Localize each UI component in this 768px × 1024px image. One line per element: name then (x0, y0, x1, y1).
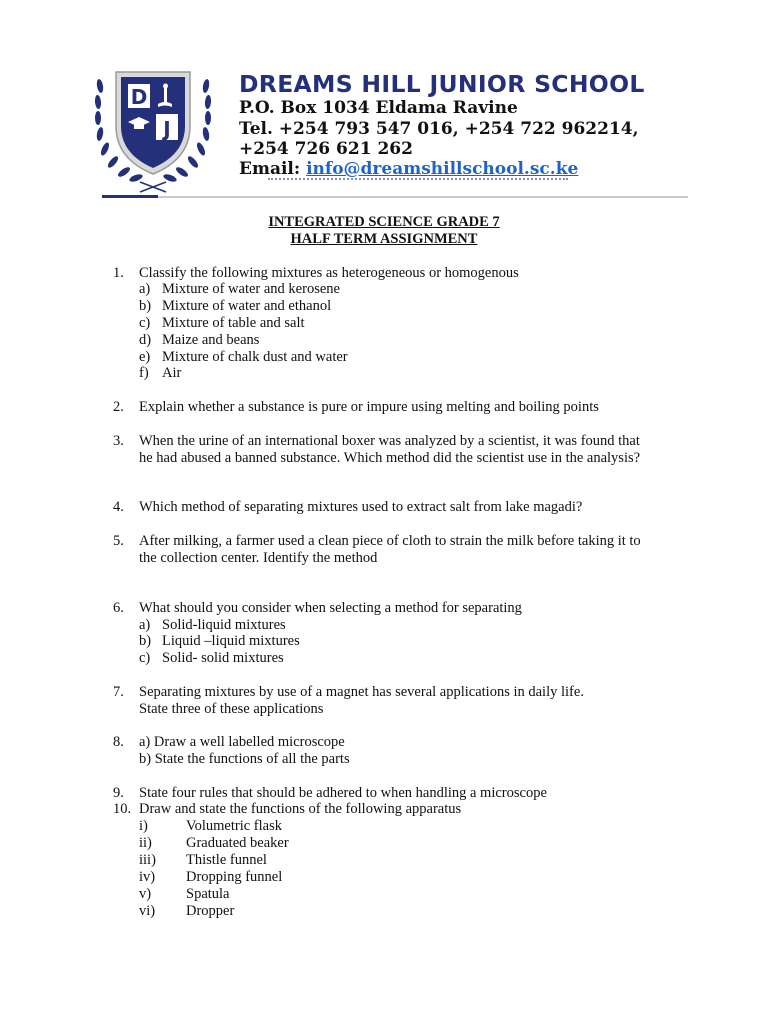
item-label: a) (139, 617, 151, 633)
item-text: Maize and beans (162, 332, 260, 348)
question-number: 2. (113, 399, 124, 415)
question-text: Draw and state the functions of the following apparatus (139, 801, 462, 817)
item-label: d) (139, 332, 152, 348)
email-link[interactable]: info@dreamshillschool.sc.ke (306, 159, 579, 179)
school-name: DREAMS HILL JUNIOR SCHOOL (239, 70, 645, 98)
question-number: 3. (113, 433, 124, 449)
question-number: 7. (113, 684, 124, 700)
header-decoration (268, 178, 568, 186)
item-label: ii) (139, 835, 152, 851)
question-text: After milking, a farmer used a clean piece of cloth to strain the milk before taking it to (139, 533, 641, 549)
question-text: Classify the following mixtures as heterogeneous or homogenous (139, 265, 519, 281)
logo-letter-d: D (130, 85, 148, 109)
question-number: 9. (113, 785, 124, 801)
question-number: 5. (113, 533, 124, 549)
question-text: the collection center. Identify the method (139, 550, 378, 566)
header-divider-accent (102, 195, 158, 198)
document-subtitle: HALF TERM ASSIGNMENT (290, 231, 478, 247)
item-text: Spatula (186, 886, 230, 902)
item-text: Dropper (186, 903, 235, 919)
item-text: Liquid –liquid mixtures (162, 633, 300, 649)
question-text: a) Draw a well labelled microscope (139, 734, 345, 750)
item-label: iii) (139, 852, 156, 868)
question-text: Separating mixtures by use of a magnet has several applications in daily life. (139, 684, 584, 700)
document-title: INTEGRATED SCIENCE GRADE 7 (268, 214, 500, 230)
question-text: he had abused a banned substance. Which method did the scientist use in the analysis? (139, 450, 641, 466)
email-label: Email: (239, 159, 301, 179)
question-number: 4. (113, 499, 124, 515)
school-email-line (239, 159, 578, 180)
item-text: Thistle funnel (186, 852, 267, 868)
item-text: Mixture of water and kerosene (162, 281, 340, 297)
school-address: P.O. Box 1034 Eldama Ravine (239, 98, 518, 118)
school-crest-logo (88, 64, 218, 194)
question-text: Explain whether a substance is pure or impure using melting and boiling points (139, 399, 599, 415)
item-text: Mixture of table and salt (162, 315, 305, 331)
question-number: 10. (113, 801, 132, 817)
item-label: v) (139, 886, 152, 902)
item-text: Solid-liquid mixtures (162, 617, 286, 633)
item-text: Mixture of chalk dust and water (162, 349, 348, 365)
question-number: 6. (113, 600, 124, 616)
logo-letter-j: J (163, 117, 171, 141)
question-text: What should you consider when selecting a method for separating (139, 600, 522, 616)
item-text: Dropping funnel (186, 869, 283, 885)
item-label: c) (139, 650, 151, 666)
item-text: Graduated beaker (186, 835, 289, 851)
item-label: b) (139, 298, 152, 314)
item-label: e) (139, 349, 151, 365)
school-phone-line-1: Tel. +254 793 547 016, +254 722 962214, (239, 119, 639, 139)
item-label: iv) (139, 869, 156, 885)
item-label: a) (139, 281, 151, 297)
question-text: State four rules that should be adhered to when handling a microscope (139, 785, 547, 801)
item-text: Volumetric flask (186, 818, 282, 834)
question-text: State three of these applications (139, 701, 324, 717)
question-number: 8. (113, 734, 124, 750)
item-text: Mixture of water and ethanol (162, 298, 332, 314)
item-text: Solid- solid mixtures (162, 650, 284, 666)
item-label: b) (139, 633, 152, 649)
question-text: Which method of separating mixtures used to extract salt from lake magadi? (139, 499, 583, 515)
item-label: i) (139, 818, 148, 834)
header-divider (102, 196, 688, 198)
item-text: Air (162, 365, 182, 381)
item-label: c) (139, 315, 151, 331)
item-label: f) (139, 365, 149, 381)
school-phone-line-2: +254 726 621 262 (239, 139, 413, 159)
question-text: b) State the functions of all the parts (139, 751, 350, 767)
question-number: 1. (113, 265, 124, 281)
question-text: When the urine of an international boxer was analyzed by a scientist, it was found that (139, 433, 640, 449)
item-label: vi) (139, 903, 156, 919)
